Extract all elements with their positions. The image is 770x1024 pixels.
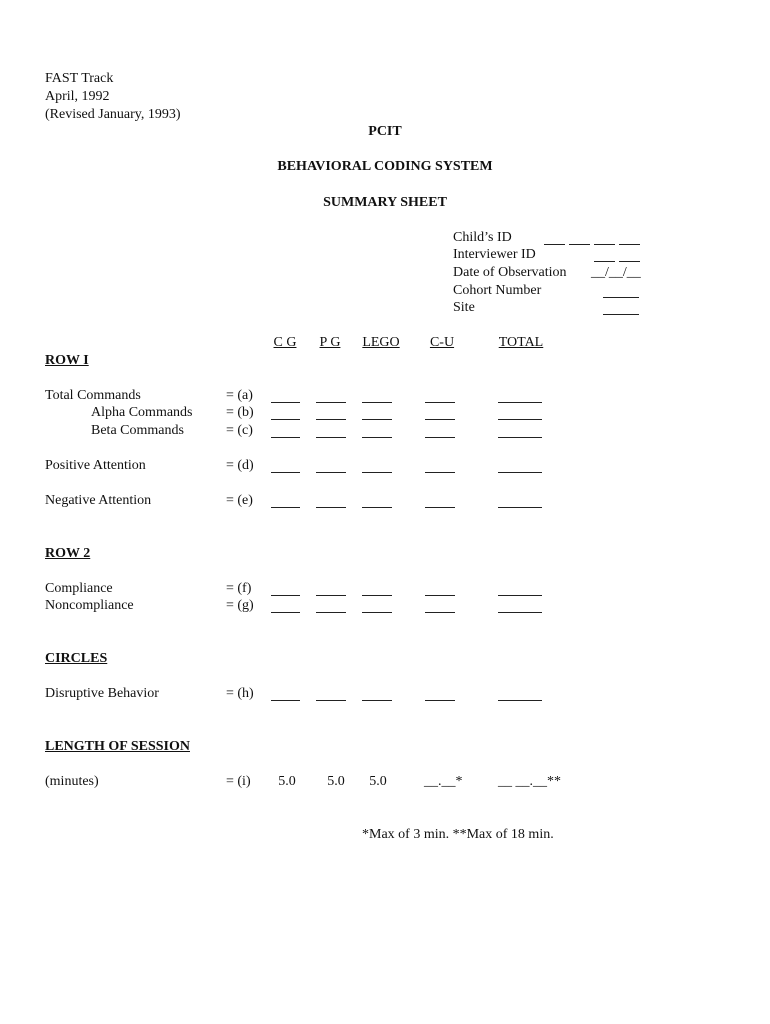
- session-value-pg: 5.0: [327, 774, 345, 789]
- positive-attention-label: Positive Attention: [45, 458, 146, 473]
- negative-attention-code: = (e): [226, 493, 253, 508]
- positive-attention-pg-blank[interactable]: [316, 472, 346, 473]
- alpha-commands-code: = (b): [226, 405, 254, 420]
- beta-commands-total-blank[interactable]: [498, 437, 542, 438]
- title-behavioral-coding-system: BEHAVIORAL CODING SYSTEM: [277, 159, 493, 174]
- alpha-commands-cu-blank[interactable]: [425, 419, 455, 420]
- session-value-cg: 5.0: [278, 774, 296, 789]
- site-label: Site: [453, 300, 475, 315]
- column-header-cu: C-U: [429, 335, 455, 350]
- disruptive-behavior-cg-blank[interactable]: [271, 700, 300, 701]
- compliance-total-blank[interactable]: [498, 595, 542, 596]
- column-header-total: TOTAL: [498, 335, 544, 350]
- noncompliance-label: Noncompliance: [45, 598, 134, 613]
- positive-attention-cu-blank[interactable]: [425, 472, 455, 473]
- noncompliance-cu-blank[interactable]: [425, 612, 455, 613]
- alpha-commands-lego-blank[interactable]: [362, 419, 392, 420]
- alpha-commands-pg-blank[interactable]: [316, 419, 346, 420]
- column-header-lego: LEGO: [362, 335, 400, 350]
- interviewer-id-blank-2[interactable]: [619, 261, 640, 262]
- site-blank[interactable]: [603, 314, 639, 315]
- beta-commands-label: Beta Commands: [91, 423, 184, 438]
- childs-id-blank-1[interactable]: [544, 244, 565, 245]
- date-of-observation-blank[interactable]: __/__/__: [591, 265, 641, 280]
- childs-id-blank-2[interactable]: [569, 244, 590, 245]
- beta-commands-pg-blank[interactable]: [316, 437, 346, 438]
- positive-attention-code: = (d): [226, 458, 254, 473]
- disruptive-behavior-lego-blank[interactable]: [362, 700, 392, 701]
- alpha-commands-label: Alpha Commands: [91, 405, 193, 420]
- compliance-cg-blank[interactable]: [271, 595, 300, 596]
- childs-id-blank-3[interactable]: [594, 244, 615, 245]
- disruptive-behavior-cu-blank[interactable]: [425, 700, 455, 701]
- beta-commands-cu-blank[interactable]: [425, 437, 455, 438]
- title-pcit: PCIT: [368, 124, 402, 139]
- section-circles: CIRCLES: [45, 651, 108, 666]
- compliance-lego-blank[interactable]: [362, 595, 392, 596]
- beta-commands-lego-blank[interactable]: [362, 437, 392, 438]
- noncompliance-cg-blank[interactable]: [271, 612, 300, 613]
- interviewer-id-blank-1[interactable]: [594, 261, 615, 262]
- session-blank-total[interactable]: __ __.__**: [498, 774, 561, 789]
- positive-attention-cg-blank[interactable]: [271, 472, 300, 473]
- disruptive-behavior-total-blank[interactable]: [498, 700, 542, 701]
- total-commands-code: = (a): [226, 388, 253, 403]
- session-value-lego: 5.0: [369, 774, 387, 789]
- footnote: *Max of 3 min. **Max of 18 min.: [362, 827, 554, 842]
- alpha-commands-total-blank[interactable]: [498, 419, 542, 420]
- disruptive-behavior-code: = (h): [226, 686, 254, 701]
- beta-commands-cg-blank[interactable]: [271, 437, 300, 438]
- negative-attention-lego-blank[interactable]: [362, 507, 392, 508]
- header-line-3: (Revised January, 1993): [45, 107, 181, 122]
- noncompliance-code: = (g): [226, 598, 254, 613]
- header-line-2: April, 1992: [45, 89, 110, 104]
- date-of-observation-label: Date of Observation: [453, 265, 567, 280]
- noncompliance-total-blank[interactable]: [498, 612, 542, 613]
- minutes-code: = (i): [226, 774, 251, 789]
- negative-attention-cg-blank[interactable]: [271, 507, 300, 508]
- column-header-cg: C G: [273, 335, 297, 350]
- compliance-cu-blank[interactable]: [425, 595, 455, 596]
- alpha-commands-cg-blank[interactable]: [271, 419, 300, 420]
- positive-attention-lego-blank[interactable]: [362, 472, 392, 473]
- cohort-number-label: Cohort Number: [453, 283, 542, 298]
- cohort-number-blank[interactable]: [603, 297, 639, 298]
- total-commands-label: Total Commands: [45, 388, 141, 403]
- beta-commands-code: = (c): [226, 423, 253, 438]
- compliance-label: Compliance: [45, 581, 113, 596]
- compliance-pg-blank[interactable]: [316, 595, 346, 596]
- negative-attention-total-blank[interactable]: [498, 507, 542, 508]
- noncompliance-pg-blank[interactable]: [316, 612, 346, 613]
- positive-attention-total-blank[interactable]: [498, 472, 542, 473]
- disruptive-behavior-label: Disruptive Behavior: [45, 686, 159, 701]
- childs-id-label: Child’s ID: [453, 230, 512, 245]
- header-line-1: FAST Track: [45, 71, 114, 86]
- column-header-pg: P G: [319, 335, 341, 350]
- session-blank-cu[interactable]: __.__*: [424, 774, 463, 789]
- section-row-2: ROW 2: [45, 546, 91, 561]
- total-commands-lego-blank[interactable]: [362, 402, 392, 403]
- interviewer-id-label: Interviewer ID: [453, 247, 536, 262]
- total-commands-total-blank[interactable]: [498, 402, 542, 403]
- negative-attention-pg-blank[interactable]: [316, 507, 346, 508]
- total-commands-pg-blank[interactable]: [316, 402, 346, 403]
- total-commands-cu-blank[interactable]: [425, 402, 455, 403]
- childs-id-blank-4[interactable]: [619, 244, 640, 245]
- section-row-1: ROW I: [45, 353, 89, 368]
- title-summary-sheet: SUMMARY SHEET: [323, 195, 447, 210]
- total-commands-cg-blank[interactable]: [271, 402, 300, 403]
- negative-attention-cu-blank[interactable]: [425, 507, 455, 508]
- negative-attention-label: Negative Attention: [45, 493, 152, 508]
- disruptive-behavior-pg-blank[interactable]: [316, 700, 346, 701]
- compliance-code: = (f): [226, 581, 252, 596]
- noncompliance-lego-blank[interactable]: [362, 612, 392, 613]
- minutes-label: (minutes): [45, 774, 99, 789]
- section-length-of-session: LENGTH OF SESSION: [45, 739, 190, 754]
